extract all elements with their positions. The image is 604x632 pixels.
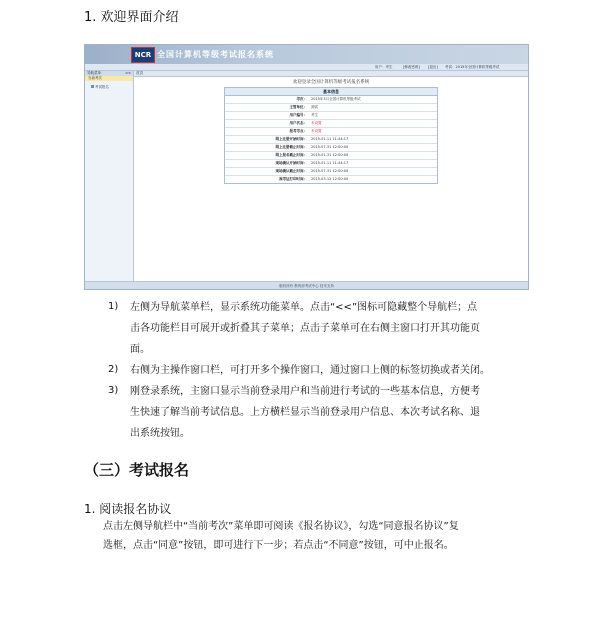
table-header: 基本信息 (225, 88, 437, 96)
row-key: 主管单位： (289, 105, 307, 109)
footer: 版权所有 教育部考试中心 技术支持 (85, 281, 528, 290)
sidebar-subitem-register[interactable] (91, 85, 109, 90)
list-item-line: 刚登录系统，主窗口显示当前登录用户和当前进行考试的一些基本信息，方便考 (130, 386, 480, 397)
welcome-text: 欢迎登录全国计算机等级考试报名系统 (292, 80, 370, 85)
sidebar-item-current-exam[interactable] (85, 76, 133, 81)
page-icon (91, 85, 94, 88)
logo: NCR (131, 47, 155, 63)
row-value: 2015-07-31 12:00:00 (311, 145, 349, 149)
logout-link[interactable]: [退出] (428, 65, 438, 69)
sidebar-subitem-label: 考试报名 (95, 85, 109, 89)
row-key: 现场确认截止时间： (275, 169, 307, 173)
row-value: 考生 (311, 113, 318, 117)
section-title: 1. 欢迎界面介绍 (84, 10, 179, 25)
row-key: 报考考点： (289, 129, 307, 133)
tab-bar (134, 71, 528, 77)
row-key: 网上注册开始时间： (275, 137, 307, 141)
row-value: 2015-01-31 12:00:00 (311, 153, 349, 157)
table-row (225, 136, 437, 144)
list-number: 1) (108, 301, 119, 312)
table-row (225, 176, 437, 183)
row-key: 准考证打印时间： (279, 177, 307, 181)
nav-sidebar (85, 71, 134, 281)
embedded-screenshot (84, 44, 529, 290)
row-value: 2015-03-12 12:00:00 (311, 177, 349, 181)
table-row (225, 152, 437, 160)
table-row (225, 128, 437, 136)
change-password-link[interactable]: [修改密码] (403, 65, 420, 69)
paragraph-line: 点击左侧导航栏中“当前考次”菜单即可阅读《报名协议》，勾选“同意报名协议”复 (103, 521, 459, 532)
list-item-line: 面。 (130, 344, 150, 355)
row-value: 2015年3月全国计算机等级考试 (311, 97, 361, 101)
row-value: 2015-07-31 12:00:00 (311, 169, 349, 173)
row-value: 未设置 (311, 121, 322, 125)
table-row (225, 144, 437, 152)
table-row (225, 160, 437, 168)
section2-title: （三）考试报名 (84, 461, 190, 479)
row-key: 网上注册截止时间： (275, 145, 307, 149)
row-value: 测试 (311, 105, 318, 109)
list-item-line: 出系统按钮。 (130, 428, 190, 439)
row-key: 考次： (296, 97, 307, 101)
table-row (225, 96, 437, 104)
list-item-line: 生快速了解当前考试信息。上方横栏显示当前登录用户信息、本次考试名称、退 (130, 407, 480, 418)
list-item-line: 左侧为导航菜单栏，显示系统功能菜单。点击“<<”图标可隐藏整个导航栏；点 (130, 302, 478, 313)
table-row (225, 104, 437, 112)
system-title: 全国计算机等级考试报名系统 (157, 50, 274, 59)
basic-info-table (224, 87, 438, 184)
table-row (225, 120, 437, 128)
tab-home[interactable]: 首页 (136, 71, 143, 75)
row-key: 网上报名截止时间： (275, 153, 307, 157)
exam-label: 考试：2015年全国计算机等级考试 (445, 65, 500, 69)
row-key: 现场确认开始时间： (275, 161, 307, 165)
table-row (225, 112, 437, 120)
table-row (225, 168, 437, 176)
list-item-line: 右侧为主操作窗口栏，可打开多个操作窗口，通过窗口上侧的标签切换或者关闭。 (130, 365, 490, 376)
row-value: 2015-01-11 11:44:17 (311, 161, 349, 165)
subsection-title: 1. 阅读报名协议 (84, 502, 172, 516)
sidebar-item-label: 当前考次 (88, 76, 102, 80)
user-info-bar (85, 64, 528, 71)
list-item-line: 击各功能栏目可展开或折叠其子菜单；点击子菜单可在右侧主窗口打开其功能页 (130, 323, 480, 334)
list-number: 3) (108, 385, 119, 396)
row-value: 未设置 (311, 129, 322, 133)
row-key: 用户编号： (289, 113, 307, 117)
user-label: 用户：考生 (375, 65, 393, 69)
nav-header-label: 导航菜单 (87, 71, 101, 75)
system-banner (85, 45, 528, 64)
paragraph-line: 选框，点击“同意”按钮，即可进行下一步；若点击“不同意”按钮，可中止报名。 (103, 540, 454, 551)
list-number: 2) (108, 364, 119, 375)
row-key: 用户状态： (289, 121, 307, 125)
row-value: 2015-01-11 11:44:17 (311, 137, 349, 141)
collapse-icon[interactable]: << (125, 71, 131, 75)
